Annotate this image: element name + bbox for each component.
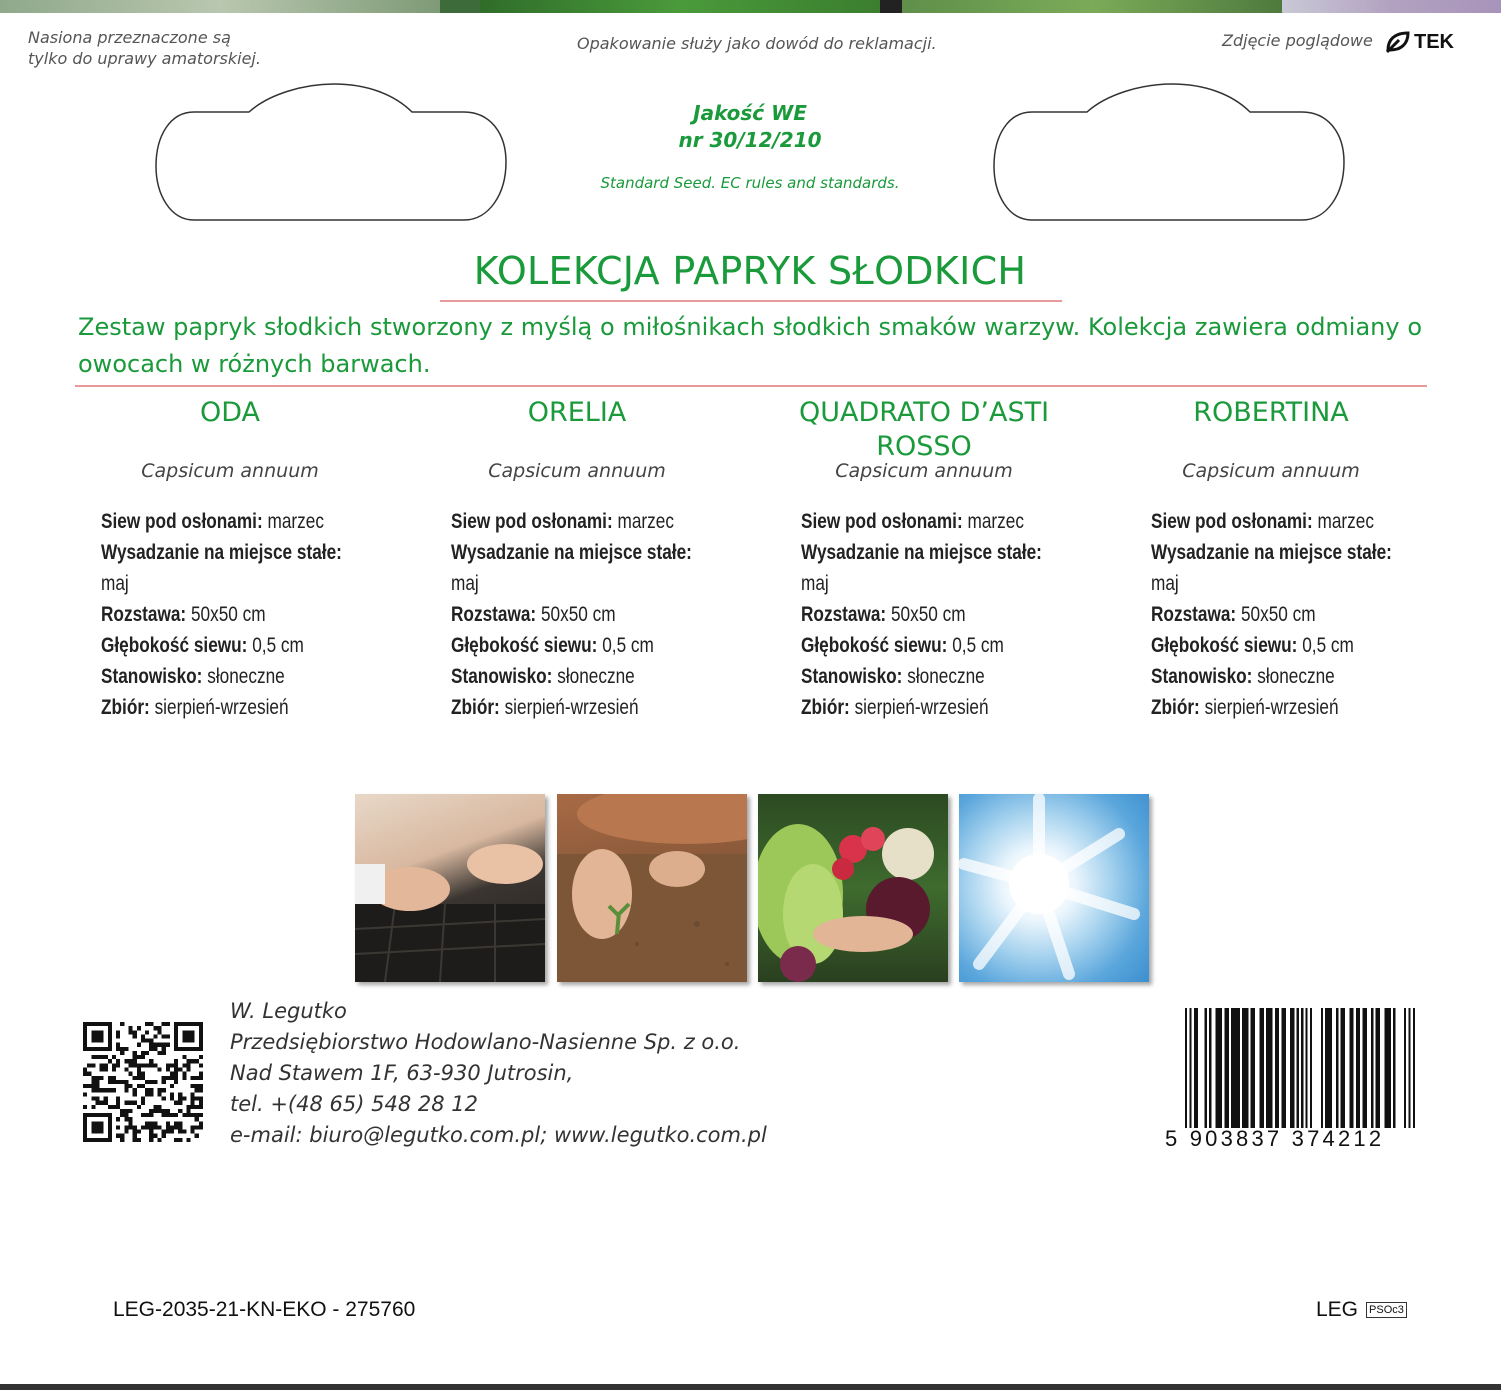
spec-label: Stanowisko: — [801, 665, 903, 688]
spec-value: 50x50 cm — [540, 603, 616, 626]
spec-value: sierpień-wrzesień — [504, 696, 639, 719]
sunny-sky-photo — [959, 794, 1149, 982]
variety-name: ODA — [199, 397, 261, 428]
spec-label: Rozstawa: — [451, 603, 537, 626]
variety-name: ORELIA — [527, 397, 627, 428]
amateur-note-line1: Nasiona przeznaczone są — [28, 28, 231, 47]
spec-label: Siew pod osłonami: — [101, 510, 263, 533]
variety-name: ROBERTINA — [1193, 397, 1349, 428]
spec-value: słoneczne — [1257, 665, 1335, 688]
spec-value: słoneczne — [907, 665, 985, 688]
complaint-note: Opakowanie służy jako dowód do reklamacji. — [577, 34, 937, 53]
print-standard-badge: PSOc3 — [1366, 1302, 1407, 1318]
spec-value: marzec — [1317, 510, 1374, 533]
amateur-note-line2: tylko do uprawy amatorskiej. — [28, 49, 261, 68]
spec-label: Rozstawa: — [101, 603, 187, 626]
variety-latin-name: Capsicum annuum — [141, 460, 319, 482]
company-contact: e-mail: biuro@legutko.com.pl; www.legutko.com.pl — [230, 1123, 767, 1147]
spec-value: maj — [1151, 572, 1179, 595]
amateur-use-note — [28, 27, 261, 69]
spec-value: marzec — [617, 510, 674, 533]
quality-line3: Standard Seed. EC rules and standards. — [600, 174, 900, 192]
spec-label: Stanowisko: — [101, 665, 203, 688]
company-full-name: Przedsiębiorstwo Hodowlano-Nasienne Sp. z o.o. — [230, 1030, 741, 1054]
quality-line1: Jakość WE — [693, 101, 807, 125]
growing-specs — [101, 506, 396, 723]
growing-specs — [801, 506, 1096, 723]
company-phone: tel. +(48 65) 548 28 12 — [230, 1092, 478, 1116]
spec-value: 50x50 cm — [1240, 603, 1316, 626]
spec-value: słoneczne — [207, 665, 285, 688]
spec-label: Rozstawa: — [801, 603, 887, 626]
page-title: KOLEKCJA PAPRYK SŁODKICH — [473, 249, 1027, 293]
spec-label: Rozstawa: — [1151, 603, 1237, 626]
barcode-number: 5 903837 374212 — [1165, 1126, 1385, 1151]
spec-value: słoneczne — [557, 665, 635, 688]
quality-line2: nr 30/12/210 — [678, 128, 822, 152]
spec-label: Wysadzanie na miejsce stałe: — [801, 541, 1042, 564]
sowing-seeds-photo — [355, 794, 545, 982]
spec-label: Wysadzanie na miejsce stałe: — [101, 541, 342, 564]
logo-text: TEK — [1414, 30, 1454, 53]
brand-code: LEG — [1316, 1298, 1359, 1321]
variety-name: QUADRATO D’ASTI ROSSO — [798, 397, 1050, 462]
hang-hole-left — [154, 82, 510, 224]
spec-value: sierpień-wrzesień — [1204, 696, 1339, 719]
spec-value: 0,5 cm — [1302, 634, 1354, 657]
spec-label: Siew pod osłonami: — [451, 510, 613, 533]
hang-hole-right — [992, 82, 1348, 224]
spec-label: Wysadzanie na miejsce stałe: — [451, 541, 692, 564]
variety-column — [754, 396, 1094, 482]
company-info — [230, 996, 767, 1151]
intro-divider — [75, 385, 1427, 387]
variety-column — [1101, 396, 1441, 482]
spec-value: marzec — [267, 510, 324, 533]
spec-value: 0,5 cm — [952, 634, 1004, 657]
title-divider — [440, 300, 1062, 302]
spec-label: Zbiór: — [451, 696, 500, 719]
spec-label: Głębokość siewu: — [451, 634, 598, 657]
intro-text: Zestaw papryk słodkich stworzony z myślą o miłośnikach słodkich smaków warzyw. Kolekcja zawiera odmiany o owocach w różnych barwach. — [78, 313, 1422, 378]
spec-value: 0,5 cm — [252, 634, 304, 657]
brand-code-block — [1316, 1298, 1407, 1322]
spec-value: maj — [801, 572, 829, 595]
spec-label: Zbiór: — [101, 696, 150, 719]
tek-logo — [1384, 30, 1454, 54]
spec-value: maj — [101, 572, 129, 595]
spec-value: sierpień-wrzesień — [854, 696, 989, 719]
leaf-icon — [1384, 30, 1410, 54]
spec-label: Głębokość siewu: — [101, 634, 248, 657]
spec-label: Stanowisko: — [451, 665, 553, 688]
spec-value: maj — [451, 572, 479, 595]
spec-value: marzec — [967, 510, 1024, 533]
spec-value: sierpień-wrzesień — [154, 696, 289, 719]
variety-latin-name: Capsicum annuum — [835, 460, 1013, 482]
spec-label: Zbiór: — [1151, 696, 1200, 719]
ean-barcode — [1185, 1008, 1415, 1128]
spec-value: 50x50 cm — [190, 603, 266, 626]
top-photo-strip — [0, 0, 1501, 13]
product-code: LEG-2035-21-KN-EKO - 275760 — [113, 1298, 416, 1321]
spec-value: 0,5 cm — [602, 634, 654, 657]
growing-specs — [1151, 506, 1446, 723]
spec-label: Siew pod osłonami: — [1151, 510, 1313, 533]
variety-latin-name: Capsicum annuum — [1182, 460, 1360, 482]
harvested-vegetables-photo — [758, 794, 948, 982]
spec-label: Stanowisko: — [1151, 665, 1253, 688]
spec-label: Wysadzanie na miejsce stałe: — [1151, 541, 1392, 564]
qr-code[interactable] — [82, 1022, 204, 1142]
planting-seedling-photo — [557, 794, 747, 982]
growing-specs — [451, 506, 746, 723]
spec-label: Siew pod osłonami: — [801, 510, 963, 533]
company-name: W. Legutko — [230, 999, 347, 1023]
variety-column — [60, 396, 400, 482]
variety-column — [407, 396, 747, 482]
bottom-edge — [0, 1384, 1501, 1390]
spec-label: Głębokość siewu: — [801, 634, 948, 657]
quality-statement — [560, 100, 940, 192]
spec-value: 50x50 cm — [890, 603, 966, 626]
photo-note: Zdjęcie poglądowe — [1222, 31, 1373, 50]
spec-label: Głębokość siewu: — [1151, 634, 1298, 657]
company-address: Nad Stawem 1F, 63-930 Jutrosin, — [230, 1061, 574, 1085]
spec-label: Zbiór: — [801, 696, 850, 719]
variety-latin-name: Capsicum annuum — [488, 460, 666, 482]
